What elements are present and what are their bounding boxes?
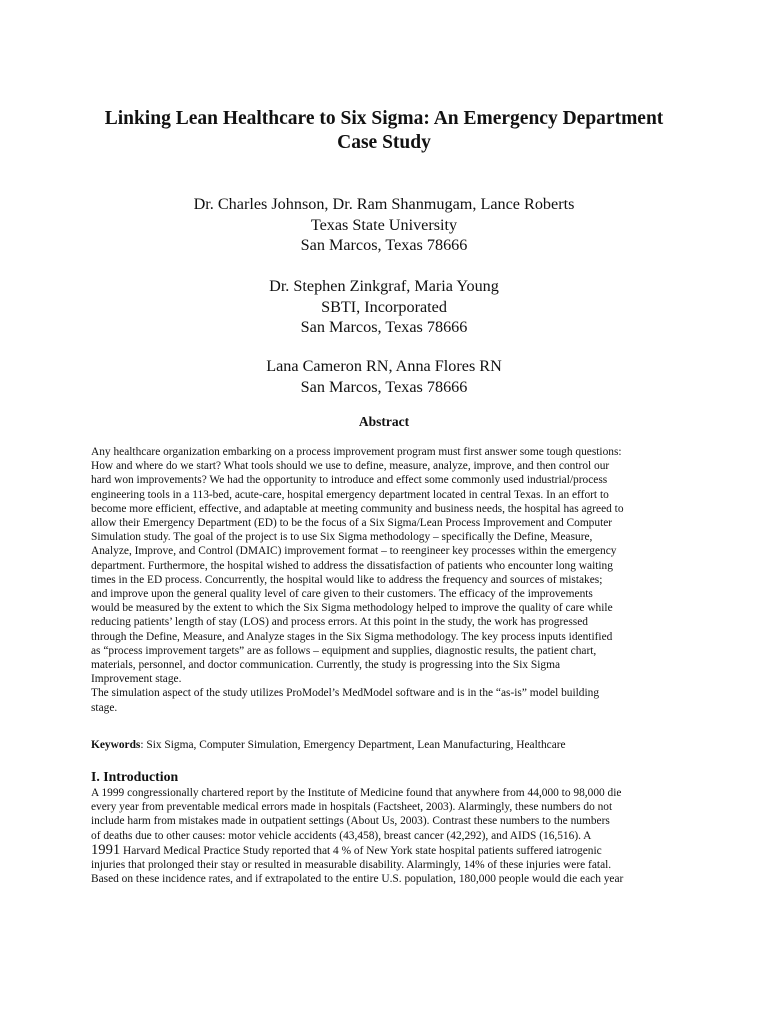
intro-line-rest: Harvard Medical Practice Study reported that 4 % of New York state hospital patients suffered iatrogenic bbox=[120, 844, 602, 857]
abstract-line: Analyze, Improve, and Control (DMAIC) improvement format – to reengineer key processes within the emergency bbox=[91, 545, 617, 558]
author-location: San Marcos, Texas 78666 bbox=[300, 377, 468, 396]
author-location: San Marcos, Texas 78666 bbox=[300, 318, 468, 336]
abstract-line: hard won improvements? We had the opportunity to introduce and effect some commonly used industrial/process bbox=[91, 474, 608, 487]
intro-line: injuries that prolonged their stay or resulted in measurable disability. Alarmingly, 14% of these injuries were fatal. bbox=[91, 859, 612, 872]
abstract-line: The simulation aspect of the study utilizes ProModel’s MedModel software and is in the “as-is” model building bbox=[91, 687, 600, 700]
paper-title bbox=[60, 107, 708, 155]
abstract-line: times in the ED process. Concurrently, the hospital would like to address the frequency and sources of mistakes; bbox=[91, 573, 603, 586]
intro-line: of deaths due to other causes: motor vehicle accidents (43,458), breast cancer (42,292), and AIDS (16,516). A bbox=[91, 829, 592, 842]
keywords-text: : Six Sigma, Computer Simulation, Emergency Department, Lean Manufacturing, Healthcare bbox=[140, 739, 566, 751]
abstract-line: through the Define, Measure, and Analyze stages in the Six Sigma methodology. The key process inputs identified bbox=[91, 630, 613, 643]
abstract-line: and improve upon the general quality level of care given to their customers. The efficacy of the improvements bbox=[91, 588, 593, 601]
intro-line: every year from preventable medical errors made in hospitals (Factsheet, 2003). Alarmingly, these numbers do not bbox=[91, 801, 613, 814]
abstract-line: How and where do we start? What tools should we use to define, measure, analyze, improve, and then control our bbox=[91, 460, 610, 473]
section-heading-introduction: I. Introduction bbox=[91, 769, 179, 784]
abstract-line: materials, personnel, and doctor communication. Currently, the study is progressing into the Six Sigma bbox=[91, 659, 561, 672]
author-group-2 bbox=[60, 276, 708, 338]
abstract-line: as “process improvement targets” are as follows – equipment and supplies, diagnostic results, the patient chart, bbox=[91, 644, 597, 657]
author-names: Dr. Charles Johnson, Dr. Ram Shanmugam, Lance Roberts bbox=[193, 195, 575, 213]
intro-line: A 1999 congressionally chartered report by the Institute of Medicine found that anywhere from 44,000 to 98,000 die bbox=[91, 787, 622, 799]
keywords-label: Keywords bbox=[91, 739, 141, 751]
abstract-line: stage. bbox=[91, 701, 118, 714]
intro-year: 1991 bbox=[91, 841, 121, 858]
abstract-line: department. Furthermore, the hospital wished to address the dissatisfaction of patients who encounter long waiting bbox=[91, 559, 613, 572]
abstract-line: allow their Emergency Department (ED) to be the focus of a Six Sigma/Lean Process Improvement and Computer bbox=[91, 517, 613, 530]
author-group-1 bbox=[60, 194, 708, 256]
abstract-body bbox=[91, 445, 691, 715]
abstract-line: would be measured by the extent to which the Six Sigma methodology helped to improve the quality of care while bbox=[91, 602, 613, 615]
intro-line: Based on these incidence rates, and if extrapolated to the entire U.S. population, 180,000 people would die each year bbox=[91, 873, 624, 886]
author-affiliation: SBTI, Incorporated bbox=[321, 297, 447, 316]
author-names: Dr. Stephen Zinkgraf, Maria Young bbox=[269, 277, 499, 295]
title-line-1: Linking Lean Healthcare to Six Sigma: An Emergency Department bbox=[104, 108, 664, 129]
abstract-line: become more efficient, effective, and adaptable at meeting community and business needs, the hospital has agreed to bbox=[91, 502, 624, 515]
intro-line: include harm from mistakes made in outpatient settings (About Us, 2003). Contrast these numbers to the numbers bbox=[91, 815, 610, 828]
abstract-line: engineering tools in a 113-bed, acute-care, hospital emergency department located in central Texas. In an effort to bbox=[91, 488, 609, 501]
intro-line bbox=[91, 843, 691, 858]
author-names: Lana Cameron RN, Anna Flores RN bbox=[266, 357, 502, 375]
abstract-line: Simulation study. The goal of the project is to use Six Sigma methodology – specifically the Define, Measure, bbox=[91, 531, 593, 544]
introduction-body bbox=[91, 786, 691, 886]
abstract-line: Improvement stage. bbox=[91, 673, 182, 686]
author-group-3 bbox=[60, 356, 708, 397]
author-location: San Marcos, Texas 78666 bbox=[300, 236, 468, 254]
title-line-2: Case Study bbox=[337, 132, 431, 153]
abstract-line: Any healthcare organization embarking on a process improvement program must first answer some tough questions: bbox=[91, 446, 622, 458]
keywords-line bbox=[91, 738, 691, 752]
abstract-line: reducing patients’ length of stay (LOS) and process errors. At this point in the study, the work has progressed bbox=[91, 616, 588, 629]
author-affiliation: Texas State University bbox=[310, 215, 458, 234]
abstract-heading: Abstract bbox=[358, 414, 410, 429]
